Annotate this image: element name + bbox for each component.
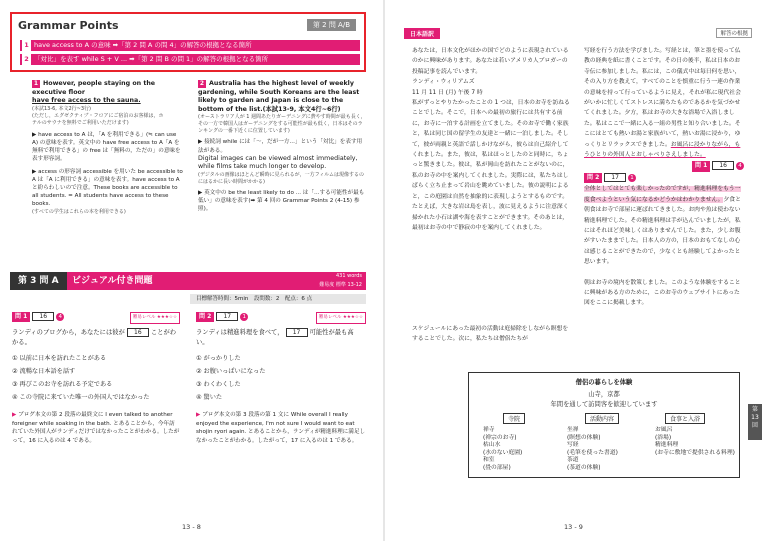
col2-para1: ▶ 接続詞 while には「～，だが一方…」という「対比」を表す用法がある。 — [198, 139, 363, 154]
q1-answer: 4 — [56, 313, 64, 321]
grammar-point-1 — [20, 40, 360, 51]
q2-option-1[interactable]: ① がっかりした — [196, 355, 241, 362]
q17-box: 17 — [604, 173, 626, 182]
q2-option-3[interactable]: ③ わくわくした — [196, 381, 241, 388]
col2-para4: ▶ 英文中の be the least likely to do ... は「…する可能性が最も低い」の意味を表す(➡ 第 4 回の Grammar Points 2 (4-15) 参照)。 — [198, 189, 365, 213]
grammar-point-number: 2 — [22, 54, 31, 65]
q1-option-1[interactable]: ① 以前に日本を訪れたことがある — [12, 355, 107, 362]
col2-para3: (デジタルの画像はほとんど瞬時に見られるが，一方フィルムは現像するのにはるかに長い時間がかかる) — [198, 171, 365, 185]
col2-line4: bottom of the list.(本試13-9, 本文4行~6行) — [198, 105, 341, 113]
q2-blank: 17 — [286, 328, 308, 337]
q2-label: 問 2 — [196, 312, 214, 322]
col1-line3: (本試13-6, 本文2行~3行) — [32, 105, 91, 112]
highlight-answer-2: 全体としてはとても楽しかったのですが，精進料理をもう一度食べようという気になるかどうかはわかりません。 — [584, 186, 741, 203]
col-b-text-1: 写経を行う方法を学びました。写経とは，筆と墨を使って仏教の経典を紙に書くことです。その日の後半，私は日本のお寺伝に参加しました。私には，この儀式中は毎日何を思い，その入り方を教えて，すべてのことを慎重に行う一連の作業の意味を持って行っているように見え，それが私に現代社会がいかに忙しくてストレスに満ちたものであるかを気づかせてくれました。夕方，私はお寺の大きな浴場で入浴しました。私はここで一緒に入る一組の男性と知り合いました。そこにはとても熱いお湯と家族がいて，熱いお湯に浸かり，ゆっくりとリラックスできました。 — [584, 48, 741, 148]
col-number: 2 — [199, 80, 205, 87]
poster-subtitle-1: 山寺，京都 — [588, 391, 620, 398]
question-2 — [196, 312, 366, 445]
translation-col-b — [584, 46, 744, 309]
q2-difficulty: 難易レベル ★★★☆☆ — [316, 312, 366, 324]
q1-answer-box: 16 — [32, 312, 54, 321]
grammar-point-number: 1 — [22, 40, 31, 51]
grammar-points-title: Grammar Points — [18, 19, 119, 32]
col1-para2: ▶ access の形容詞 accessible を用いた be accessible to A は「A に利用できる」の意味を表す。have access to A と紛らわしいので注意。These books are accessible to all students. = All students have access to these books. — [32, 168, 183, 208]
poster-header-activities: 活動内容 — [585, 413, 619, 424]
col2-line2: gardening, while South Koreans are the least — [198, 88, 360, 96]
q1-option-4[interactable]: ④ この寺院に来ていた唯一の外国人ではなかった — [12, 394, 150, 401]
col2-line1: Australia has the highest level of weekly — [209, 80, 354, 87]
poster-header-temple: 寺院 — [503, 413, 525, 424]
section-header — [10, 272, 366, 290]
page-number: 13 - 8 — [182, 523, 201, 531]
q17-label: 問 2 — [584, 173, 602, 183]
poster-subtitle-2: 年間を通して訪問客を歓迎しています — [550, 401, 658, 408]
grammar-point-text: have access to A の意味 ➡「第 2 問 A の問 4」の解答の根拠となる箇所 — [34, 41, 252, 49]
col1-line4: (ただし，エグゼクティブ・フロアにご宿泊のお客様は，ホ — [32, 112, 164, 119]
page-number: 13 - 9 — [564, 523, 583, 531]
col1-para3: (すべての学生はこれらの本を利用できる) — [32, 208, 126, 215]
q1-stem1: ランディのブログから，あなたには彼が — [12, 329, 125, 336]
q2-stem2: 可能性が最も高い。 — [196, 329, 354, 346]
col2-line3: likely to garden and Japan is close to the — [198, 97, 344, 105]
col-number: 1 — [33, 80, 39, 87]
q1-explanation: ブログ本文の第 2 段落の最終文に I even talked to another foreigner while soaking in the bath. とあることから，今年訪れていた外国人がランディだけではなかったことがわかる。したがって，16 に入るのは 4 である。 — [12, 412, 180, 444]
q1-option-2[interactable]: ② 流暢な日本語を話す — [12, 368, 76, 375]
col1-line1: However, people staying on the executive floor — [32, 80, 156, 96]
q2-stem1: ランディは精進料理を食べて， — [196, 329, 284, 336]
question-1 — [12, 312, 180, 445]
q16-box: 16 — [712, 161, 734, 170]
target-time-bar: 目標解答時間：5min 設問数：2 配点：6 点 — [190, 294, 366, 304]
q16-label: 問 1 — [692, 161, 710, 171]
q1-label: 問 1 — [12, 312, 30, 322]
q1-stem2: ことがわかる。 — [12, 329, 177, 346]
flag-icon: ▶ — [12, 412, 17, 418]
col1-line2: have free access to the sauna. — [32, 97, 141, 105]
chapter-side-tab: 第 13 回 — [748, 404, 762, 440]
grammar-col-1 — [32, 80, 184, 216]
section-title: ビジュアル付き問題 — [72, 276, 153, 286]
q2-answer-box: 17 — [216, 312, 238, 321]
q17-answer: 1 — [628, 174, 636, 182]
translation-col-a2: スケジュールにあった最初の活動は庭掃除をしながら瞑想をすることでした。次に，私たちは僧侶たちが — [412, 326, 569, 343]
poster-col-meals: お風呂 (浴場) 精進料理 (お寺に敷地で提供される料理) — [655, 427, 735, 456]
left-page — [6, 8, 378, 533]
section-label: 第 3 問 A — [10, 272, 67, 290]
temple-poster — [468, 372, 740, 478]
col1-para1: ▶ have access to A は，「A を利用できる」(≒ can use A) の意味を表す。英文中の have free access to A「A を無料で利用できる」の free は「無料の，ただの」の意味を表す形容詞。 — [32, 131, 181, 163]
q2-option-4[interactable]: ④ 驚いた — [196, 394, 223, 401]
q2-explanation: ブログ本文の第 3 段落の第 1 文に While overall I really enjoyed the experience, I'm not sure I would want to eat shojin ryori again. とあることから，ランディが精進料理に満足しなかったことがわかる。したがって，17 に入るのは 1 である。 — [196, 412, 366, 444]
col-b-text-2: 夕食と朝食はお寺で部屋に運ばれてきました。お肉や魚は使わない精進料理でした。その精進料理は手が込んでいましたが，私にはそれほど美味しくはありませんでした。また，少しお腹がすいたままでした。日本人の方の，日本のおもてなしの心は感じることができたので，少なくとも経験してよかったと思います。 — [584, 196, 741, 266]
translation-tag: 日本語訳 — [404, 28, 440, 39]
q1-difficulty: 難易レベル ★★★☆☆ — [130, 312, 180, 324]
right-page — [390, 8, 762, 533]
col2-line5: (オーストラリア人が 1 週間あたりガーデニングに費やす時間が最も長く，その一方で韓国人はガーデニングをする可能性が最も低く，日本はそのランキングの一番下近くに位置しています) — [198, 114, 366, 135]
flag-icon: ▶ — [196, 412, 201, 418]
grammar-points-box — [10, 12, 366, 72]
highlight-answer-1: お風呂に浸かりながら，もうひとりの外国人とおしゃべりさえしました。 — [584, 141, 741, 159]
q2-option-2[interactable]: ② お腹いっぱいになった — [196, 368, 266, 375]
translation-col-a: あなたは，日本文化がほかの国でどのように表現されているのかに興味があります。あなたは若いアメリカ人ブロガーの投稿記事を読んでいます。 ランディ・ウィリアムズ 11 月 11 日 (月) 午後 7 時 私がずっとやりたかったことの 1 つは，日本のお寺を訪ねることでした。そこで，日本への最初の旅行には共有する前に，お寺に一泊する計画を立てました。そのお寺で働く家族と，私は同じ国の留学生の友達と一緒に一泊しました。そして，彼が両親と英語で話しかけながら，彼らは自己紹介してくれました。また，彼は，私はほっとしたのと同時に，ちょっと驚きました。彼は，私が岡山を訪れたことがないのに，私のお寺の中を案内してくれました。実際には，私たちはしばらく立ち止まって岩山を眺めていました。彼の説明によると，この庭園は自然を抽象的に表現しようとするものです。たとえば，大きな岩は島を表し，波に見えるように注意深く掃かれた小石は湖や海を表すことができます。そのあとは，最初はお寺の中で静寂の中を案内してくれました。 — [412, 48, 570, 231]
poster-col-activities: 坐禅 (瞑想の体験) 写経 (毛筆を使った書道) 茶道 (茶道の体験) — [567, 427, 618, 471]
q16-answer: 4 — [736, 162, 744, 170]
col2-para2: Digital images can be viewed almost immediately, while films take much longer to develop. — [198, 154, 358, 171]
grammar-point-2 — [20, 54, 360, 65]
grammar-point-text: 「対比」を表す while S + V ... ➡「第 2 問 B の問 1」の解答の根拠となる箇所 — [34, 55, 269, 63]
poster-title: 僧侶の暮らしを体験 — [575, 379, 633, 386]
question-tag: 第 2 問 A/B — [307, 19, 356, 31]
col-b-text-3: 朝はお寺の境内を散策しました。このような体験をすることに興味がある方のために，このお寺のウェブサイトにあった図をここに掲載します。 — [584, 279, 741, 307]
q1-blank: 16 — [127, 328, 149, 337]
answer-basis-tag: 解答の根拠 — [716, 28, 752, 38]
grammar-col-2 — [198, 80, 366, 214]
q1-option-3[interactable]: ③ 再びこのお寺を訪れる予定である — [12, 381, 113, 388]
poster-col-temple: 禅寺 (禅宗のお寺) 枯山水 (水のない庭園) 和室 (畳の部屋) — [483, 427, 523, 471]
q2-answer: 1 — [240, 313, 248, 321]
difficulty-level: 難易度 標準 13-12 — [319, 282, 362, 288]
poster-header-meals: 食事と入浴 — [665, 413, 705, 424]
word-count: 431 words — [335, 273, 362, 279]
page-gutter — [383, 0, 385, 541]
col1-line5: テルのサウナを無料でご利用いただけます) — [32, 119, 129, 126]
